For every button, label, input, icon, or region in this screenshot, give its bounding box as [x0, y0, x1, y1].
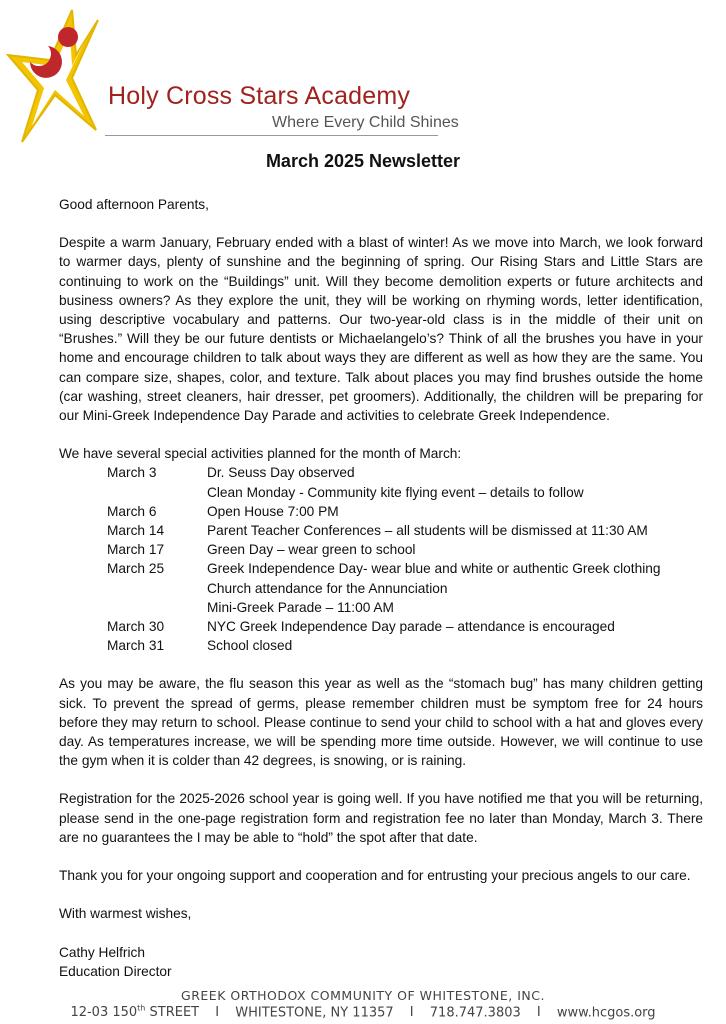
event-row	[59, 617, 703, 636]
event-date: March 3	[107, 465, 157, 481]
event-date: March 17	[107, 542, 165, 558]
event-description: Church attendance for the Annunciation	[207, 580, 448, 596]
footer-website[interactable]: www.hcgos.org	[556, 1005, 656, 1021]
star-logo-icon	[0, 0, 110, 150]
footer-phone: 718.747.3803	[429, 1005, 521, 1021]
signature-name: Cathy Helfrich	[59, 944, 145, 960]
flu-paragraph: As you may be aware, the flu season this year as well as the “stomach bug” has many children getting sick. To prevent the spread of germs, please remember children must be symptom free for 24 hours before they may return to school. Please continue to send your child to school with a hat and gloves every day. As temperatures increase, we will be spending more time outside. However, we will continue to use the gym when it is colder than 42 degrees, is snowing, or is raining.	[59, 676, 703, 769]
closing: With warmest wishes,	[59, 906, 192, 922]
school-name: Holy Cross Stars Academy	[108, 82, 411, 110]
footer-organization: GREEK ORTHODOX COMMUNITY OF WHITESTONE, INC.	[181, 988, 545, 1003]
newsletter-title: March 2025 Newsletter	[265, 151, 461, 171]
event-items	[207, 617, 703, 636]
event-row	[59, 463, 703, 501]
signature-role: Education Director	[59, 963, 172, 979]
footer-separator: I	[536, 1005, 541, 1021]
newsletter-body	[59, 195, 703, 981]
footer-separator: I	[215, 1005, 220, 1021]
footer-contact	[0, 1004, 726, 1020]
event-description: Greek Independence Day- wear blue and white or authentic Greek clothing	[207, 561, 661, 577]
event-description: Open House 7:00 PM	[207, 503, 339, 519]
event-date: March 31	[107, 638, 165, 654]
events-intro: We have several special activities planned for the month of March:	[59, 446, 462, 462]
event-items	[207, 540, 703, 559]
footer-city: WHITESTONE, NY 11357	[235, 1005, 394, 1021]
event-description: Clean Monday - Community kite flying event – details to follow	[207, 484, 584, 500]
event-row	[59, 502, 703, 521]
event-description: NYC Greek Independence Day parade – attendance is encouraged	[207, 619, 615, 635]
tagline-divider	[105, 135, 438, 136]
event-description: Green Day – wear green to school	[207, 542, 416, 558]
event-description: Dr. Seuss Day observed	[207, 465, 355, 481]
event-date: March 6	[107, 503, 157, 519]
event-row	[59, 540, 703, 559]
event-date: March 14	[107, 523, 165, 539]
events-list	[59, 463, 703, 655]
event-row	[59, 636, 703, 655]
footer-separator: I	[409, 1005, 414, 1021]
intro-paragraph: Despite a warm January, February ended with a blast of winter! As we move into March, we look forward to warmer days, plenty of sunshine and the beginning of spring. Our Rising Stars and Little Stars are continuing to work on the “Buildings” unit. Will they become demolition experts or future architects and business owners? As they explore the unit, they will be working on rhyming words, letter identification, using descriptive vocabulary and patterns. Our two-year-old class is in the middle of their unit on “Brushes.” Will they be our future dentists or Michaelangelo’s? Think of all the brushes you have in your home and encourage children to talk about ways they are different as well as how they are the same. You can compare size, shapes, color, and texture. Talk about places you may find brushes outside the home (car washing, street cleaners, hair dresser, pet groomers). Additionally, the children will be preparing for our Mini-Greek Independence Day Parade and activities to celebrate Greek Independence.	[59, 235, 703, 424]
greeting: Good afternoon Parents,	[59, 197, 209, 212]
event-items	[207, 521, 703, 540]
logo	[0, 0, 460, 150]
event-row	[59, 521, 703, 540]
event-items	[207, 463, 703, 501]
footer-address: 12-03 150th STREET	[70, 1004, 200, 1021]
school-tagline: Where Every Child Shines	[272, 114, 459, 131]
event-items	[207, 559, 703, 617]
event-description: Parent Teacher Conferences – all students will be dismissed at 11:30 AM	[207, 523, 648, 539]
thanks-paragraph: Thank you for your ongoing support and cooperation and for entrusting your precious angels to our care.	[59, 868, 691, 884]
event-items	[207, 636, 703, 655]
event-items	[207, 502, 703, 521]
event-description: Mini-Greek Parade – 11:00 AM	[207, 599, 394, 615]
event-row	[59, 559, 703, 617]
event-date: March 30	[107, 619, 165, 635]
registration-paragraph: Registration for the 2025-2026 school year is going well. If you have notified me that you will be returning, please send in the one-page registration form and registration fee no later than Monday, March 3. There are no guarantees the I may be able to “hold” the spot after that date.	[59, 791, 703, 845]
event-date: March 25	[107, 561, 165, 577]
event-description: School closed	[207, 638, 293, 654]
